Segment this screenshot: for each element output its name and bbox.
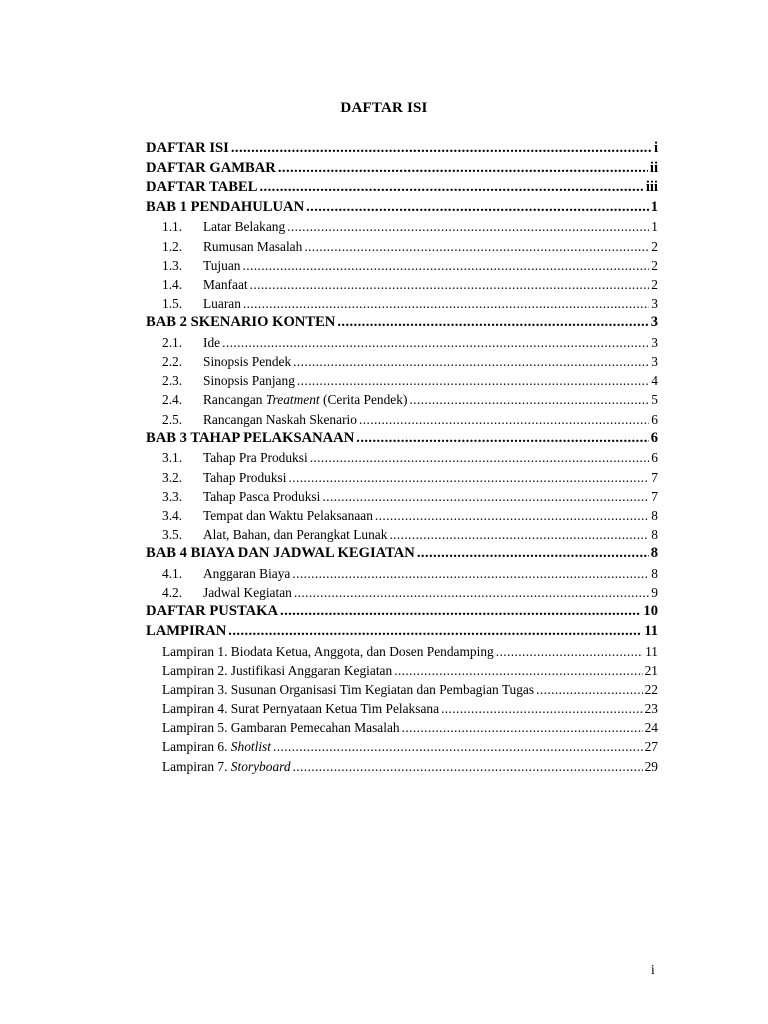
toc-entry-page: 6: [650, 429, 658, 446]
toc-entry-label: [203, 294, 241, 313]
toc-entry-label: [162, 699, 439, 718]
toc-dot-leader: [273, 737, 643, 756]
toc-entry-label: [203, 390, 407, 409]
toc-dot-leader: [310, 448, 650, 467]
toc-entry-number: 3.4.: [162, 508, 183, 523]
toc-entry-page: 6: [651, 411, 658, 427]
toc-entry-text: Sinopsis Pendek: [203, 354, 292, 370]
toc-chapter-entry[interactable]: [146, 198, 658, 218]
toc-entry-label: [203, 487, 320, 506]
toc-appendix-entry[interactable]: [146, 680, 658, 699]
toc-entry-text: Lampiran 7.: [162, 758, 231, 774]
toc-entry-text: Tujuan: [203, 257, 241, 273]
toc-entry-page: 21: [644, 662, 658, 678]
toc-entry-text: Lampiran 6.: [162, 739, 231, 755]
toc-dot-leader: [297, 371, 649, 390]
toc-chapter-entry[interactable]: [146, 429, 658, 449]
toc-dot-leader: [228, 622, 642, 642]
toc-dot-leader: [394, 661, 642, 680]
toc-entry-page: 8: [651, 527, 658, 543]
toc-entry-page: 8: [650, 545, 658, 562]
toc-entry-label: [203, 237, 302, 256]
toc-dot-leader: [306, 198, 649, 218]
toc-entry-label: [162, 661, 392, 680]
table-of-contents: [146, 139, 658, 776]
toc-entry-label: [203, 275, 248, 294]
toc-section-entry[interactable]: [146, 275, 658, 294]
toc-section-entry[interactable]: [146, 217, 658, 236]
toc-entry-page: 3: [651, 296, 658, 312]
toc-entry-text: Lampiran 3. Susunan Organisasi Tim Kegiatan dan Pembagian Tugas: [162, 681, 535, 697]
toc-entry-page: 8: [651, 565, 658, 581]
toc-entry-label: [162, 642, 494, 661]
toc-entry-number: 4.1.: [162, 565, 183, 581]
toc-entry-text: DAFTAR TABEL: [146, 179, 258, 196]
toc-appendix-entry[interactable]: [146, 661, 658, 680]
toc-dot-leader: [278, 159, 648, 179]
toc-entry-label: [162, 680, 534, 699]
toc-dot-leader: [417, 544, 649, 564]
toc-dot-leader: [250, 275, 650, 294]
toc-dot-leader: [294, 583, 649, 602]
toc-entry-page: 4: [651, 373, 658, 389]
toc-entry-page: 3: [651, 334, 658, 350]
toc-entry-text: BAB 1 PENDAHULUAN: [146, 198, 305, 215]
toc-entry-italic-text: Storyboard: [230, 758, 291, 774]
toc-entry-text: Sinopsis Panjang: [203, 373, 295, 389]
toc-section-entry[interactable]: [146, 525, 658, 544]
toc-section-entry[interactable]: [146, 487, 658, 506]
toc-entry-number: 3.2.: [162, 469, 183, 485]
toc-dot-leader: [356, 429, 648, 449]
toc-entry-label: [203, 468, 287, 487]
toc-entry-number: 2.5.: [162, 411, 183, 427]
toc-dot-leader: [242, 256, 649, 275]
toc-appendix-entry[interactable]: [146, 642, 658, 661]
toc-entry-label: [162, 718, 400, 737]
toc-entry-text: Tahap Produksi: [203, 469, 287, 485]
toc-entry-page: 1: [651, 219, 658, 235]
toc-entry-label: [203, 371, 295, 390]
toc-entry-text: Ide: [203, 334, 221, 350]
toc-entry-page: 6: [651, 450, 658, 466]
toc-section-entry[interactable]: [146, 237, 658, 256]
toc-entry-page: ii: [649, 159, 658, 176]
toc-entry-text: Tahap Pra Produksi: [203, 450, 308, 466]
toc-section-entry[interactable]: [146, 294, 658, 313]
toc-entry-text-suffix: (Cerita Pendek): [319, 392, 408, 408]
toc-section-entry[interactable]: [146, 256, 658, 275]
toc-entry-text: BAB 3 TAHAP PELAKSANAAN: [146, 429, 355, 446]
toc-entry-label: [203, 506, 373, 525]
toc-entry-label: [146, 544, 415, 564]
toc-dot-leader: [260, 178, 644, 198]
toc-entry-label: [203, 217, 285, 236]
toc-entry-text: Alat, Bahan, dan Perangkat Lunak: [203, 527, 388, 543]
toc-section-entry[interactable]: [146, 506, 658, 525]
toc-entry-page: 27: [644, 739, 658, 755]
toc-entry-number: 3.3.: [162, 488, 183, 504]
toc-entry-page: i: [653, 140, 658, 156]
toc-entry-page: 2: [651, 238, 658, 254]
toc-entry-text: Tempat dan Waktu Pelaksanaan: [203, 508, 373, 523]
toc-entry-number: 1.5.: [162, 296, 183, 312]
toc-entry-label: [203, 410, 357, 429]
toc-entry-label: [146, 198, 304, 218]
toc-entry-text: Tahap Pasca Produksi: [203, 488, 321, 504]
toc-entry-page: 8: [651, 508, 658, 523]
toc-chapter-entry[interactable]: [146, 139, 658, 159]
toc-entry-page: 10: [643, 603, 658, 620]
toc-entry-text: Lampiran 1. Biodata Ketua, Anggota, dan Dosen Pendamping: [162, 643, 494, 659]
toc-appendix-entry[interactable]: [146, 699, 658, 718]
toc-entry-text: Jadwal Kegiatan: [203, 585, 292, 601]
toc-dot-leader: [292, 564, 649, 583]
toc-dot-leader: [536, 680, 643, 699]
toc-entry-text: Anggaran Biaya: [203, 565, 291, 581]
toc-entry-page: 2: [651, 276, 658, 292]
toc-entry-page: 23: [644, 701, 658, 717]
toc-dot-leader: [389, 525, 649, 544]
toc-entry-label: [203, 564, 290, 583]
toc-entry-label: [203, 333, 220, 352]
toc-dot-leader: [337, 313, 648, 333]
toc-dot-leader: [243, 294, 649, 313]
toc-chapter-entry[interactable]: [146, 178, 658, 198]
toc-entry-number: 4.2.: [162, 585, 183, 601]
toc-dot-leader: [304, 237, 649, 256]
toc-dot-leader: [409, 390, 649, 409]
toc-section-entry[interactable]: [146, 352, 658, 371]
toc-entry-page: 2: [651, 257, 658, 273]
toc-entry-label: [162, 757, 291, 776]
toc-entry-text: BAB 2 SKENARIO KONTEN: [146, 314, 336, 331]
toc-dot-leader: [359, 410, 649, 429]
toc-entry-number: 2.4.: [162, 392, 183, 408]
toc-entry-page: 22: [644, 681, 658, 697]
toc-entry-number: 2.3.: [162, 373, 183, 389]
toc-entry-label: [203, 448, 308, 467]
toc-entry-label: [162, 737, 271, 756]
toc-entry-number: 2.2.: [162, 354, 183, 370]
toc-entry-page: 11: [644, 622, 658, 639]
toc-chapter-entry[interactable]: [146, 313, 658, 333]
toc-appendix-entry[interactable]: [146, 737, 658, 756]
toc-section-entry[interactable]: [146, 564, 658, 583]
toc-dot-leader: [287, 217, 649, 236]
toc-dot-leader: [289, 468, 650, 487]
toc-appendix-entry[interactable]: [146, 718, 658, 737]
toc-entry-italic-text: Treatment: [265, 392, 320, 408]
toc-entry-label: [146, 429, 354, 449]
toc-entry-number: 2.1.: [162, 334, 183, 350]
toc-entry-text: Lampiran 4. Surat Pernyataan Ketua Tim Pelaksana: [162, 701, 440, 717]
toc-entry-number: 1.4.: [162, 276, 183, 292]
toc-section-entry[interactable]: [146, 583, 658, 602]
toc-entry-text: Lampiran 2. Justifikasi Anggaran Kegiatan: [162, 662, 393, 678]
toc-entry-text: Rumusan Masalah: [203, 238, 303, 254]
toc-entry-page: 5: [651, 392, 658, 408]
toc-chapter-entry[interactable]: [146, 622, 658, 642]
toc-dot-leader: [293, 757, 643, 776]
toc-entry-page: 24: [644, 720, 658, 736]
toc-section-entry[interactable]: [146, 448, 658, 467]
toc-entry-text: Lampiran 5. Gambaran Pemecahan Masalah: [162, 720, 400, 736]
toc-entry-number: 3.1.: [162, 450, 183, 466]
toc-appendix-entry[interactable]: [146, 757, 658, 776]
toc-entry-label: [203, 256, 240, 275]
toc-entry-text: LAMPIRAN: [146, 622, 227, 639]
page-title: DAFTAR ISI: [340, 100, 428, 116]
toc-dot-leader: [293, 352, 649, 371]
toc-entry-page: iii: [645, 179, 658, 196]
toc-entry-page: 1: [650, 198, 658, 215]
toc-entry-italic-text: Shotlist: [230, 739, 271, 755]
toc-dot-leader: [441, 699, 643, 718]
footer-page-number: i: [651, 962, 655, 977]
toc-entry-page: 11: [645, 643, 658, 659]
toc-entry-number: 1.3.: [162, 257, 183, 273]
toc-entry-page: 9: [651, 585, 658, 601]
toc-entry-text: Luaran: [203, 296, 241, 312]
toc-entry-text: BAB 4 BIAYA DAN JADWAL KEGIATAN: [146, 545, 415, 562]
toc-entry-text: DAFTAR ISI: [146, 140, 229, 156]
toc-dot-leader: [375, 506, 649, 525]
toc-section-entry[interactable]: [146, 468, 658, 487]
toc-section-entry[interactable]: [146, 390, 658, 409]
toc-entry-text: Rancangan: [203, 392, 266, 408]
toc-section-entry[interactable]: [146, 333, 658, 352]
toc-dot-leader: [231, 139, 652, 159]
toc-entry-number: 1.2.: [162, 238, 183, 254]
toc-dot-leader: [280, 602, 641, 622]
toc-entry-text: Manfaat: [203, 276, 248, 292]
toc-entry-page: 29: [644, 758, 658, 774]
toc-entry-label: [146, 178, 258, 198]
toc-entry-label: [203, 352, 291, 371]
toc-entry-text: DAFTAR GAMBAR: [146, 159, 276, 176]
toc-entry-label: [146, 159, 276, 179]
toc-chapter-entry[interactable]: [146, 544, 658, 564]
toc-section-entry[interactable]: [146, 410, 658, 429]
toc-entry-text: DAFTAR PUSTAKA: [146, 603, 279, 620]
toc-dot-leader: [322, 487, 649, 506]
toc-entry-page: 7: [651, 469, 658, 485]
toc-section-entry[interactable]: [146, 371, 658, 390]
toc-chapter-entry[interactable]: [146, 159, 658, 179]
toc-entry-text: Rancangan Naskah Skenario: [203, 411, 357, 427]
toc-entry-label: [146, 602, 278, 622]
toc-entry-page: 3: [650, 314, 658, 331]
toc-dot-leader: [496, 642, 643, 661]
toc-entry-label: [203, 583, 292, 602]
toc-dot-leader: [222, 333, 649, 352]
toc-entry-label: [203, 525, 387, 544]
toc-entry-text: Latar Belakang: [203, 219, 286, 235]
toc-chapter-entry[interactable]: [146, 602, 658, 622]
toc-entry-label: [146, 313, 335, 333]
toc-entry-label: [146, 622, 226, 642]
toc-entry-page: 7: [651, 488, 658, 504]
toc-entry-label: [146, 139, 229, 159]
toc-entry-number: 3.5.: [162, 527, 183, 543]
toc-entry-page: 3: [651, 354, 658, 370]
toc-dot-leader: [402, 718, 643, 737]
toc-entry-number: 1.1.: [162, 219, 183, 235]
